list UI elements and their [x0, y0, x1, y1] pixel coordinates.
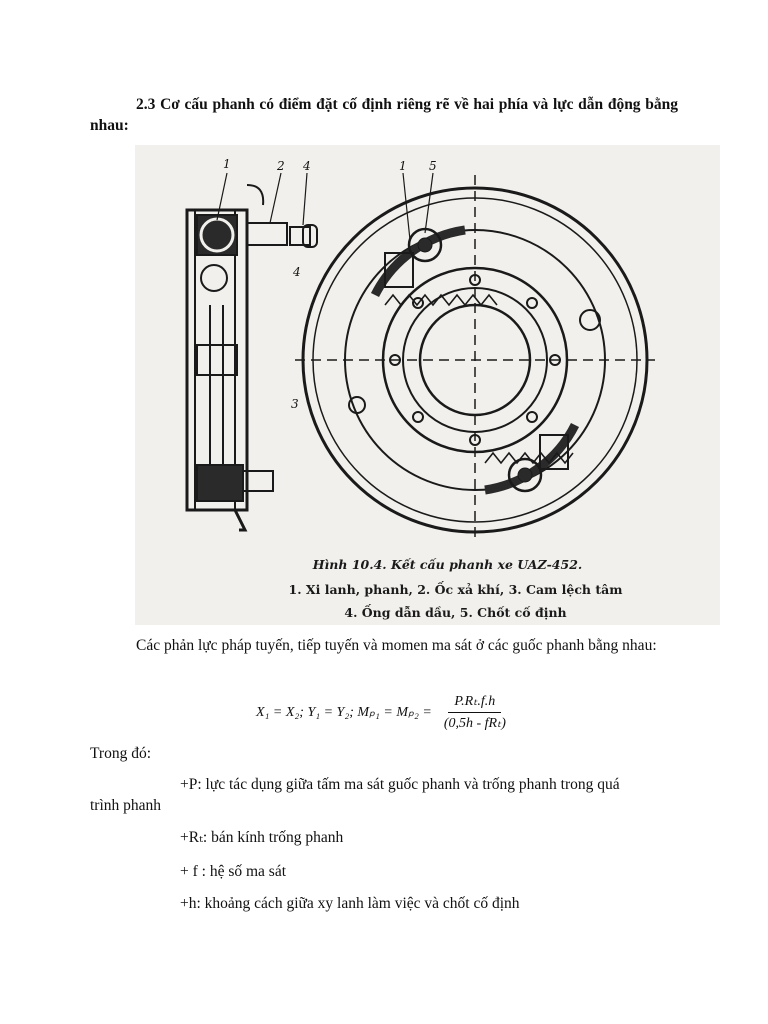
figure-caption-line: 1. Xi lanh, phanh, 2. Ốc xả khí, 3. Cam lệch tâm	[288, 582, 623, 597]
section-heading: 2.3 Cơ cấu phanh có điểm đặt cố định riêng rẽ về hai phía và lực dẫn động bằng nhau:	[90, 96, 678, 134]
figure-caption-title: Hình 10.4. Kết cấu phanh xe UAZ-452.	[312, 557, 583, 572]
formula-fraction	[438, 693, 512, 732]
callout-label: 4	[303, 159, 311, 173]
figure-caption-line: 4. Ống dẫn dầu, 5. Chốt cố định	[344, 605, 567, 620]
definition-item-p: +P: lực tác dụng giữa tấm ma sát guốc phanh và trống phanh trong quá	[180, 776, 620, 793]
definition-item-h: +h: khoảng cách giữa xy lanh làm việc và chốt cố định	[180, 895, 520, 912]
definition-item-f: + f : hệ số ma sát	[180, 863, 287, 880]
callout-label: 1	[223, 157, 231, 171]
callout-label: 5	[429, 159, 437, 173]
callout-label: 2	[277, 159, 285, 173]
front-drum-view	[295, 175, 655, 540]
brake-figure	[135, 145, 720, 625]
formula-denominator: (0,5h - fRₜ)	[443, 715, 506, 731]
formula-lhs: X₁ = X₂; Y₁ = Y₂; Mₚ₁ = Mₚ₂ =	[256, 704, 432, 720]
where-label: Trong đó:	[90, 745, 152, 762]
side-section-view	[187, 185, 317, 530]
body-paragraph: Các phản lực pháp tuyến, tiếp tuyến và momen ma sát ở các guốc phanh bằng nhau:	[136, 637, 657, 654]
callout-label: 4	[293, 265, 301, 279]
brake-drawing	[135, 145, 720, 625]
definition-item-r: +Rₜ: bán kính trống phanh	[180, 829, 344, 846]
callout-label: 3	[291, 397, 299, 411]
callout-label: 1	[399, 159, 407, 173]
formula-numerator: P.Rₜ.f.h	[448, 693, 501, 713]
friction-formula	[256, 688, 512, 736]
definition-item-p-cont: trình phanh	[90, 797, 162, 814]
